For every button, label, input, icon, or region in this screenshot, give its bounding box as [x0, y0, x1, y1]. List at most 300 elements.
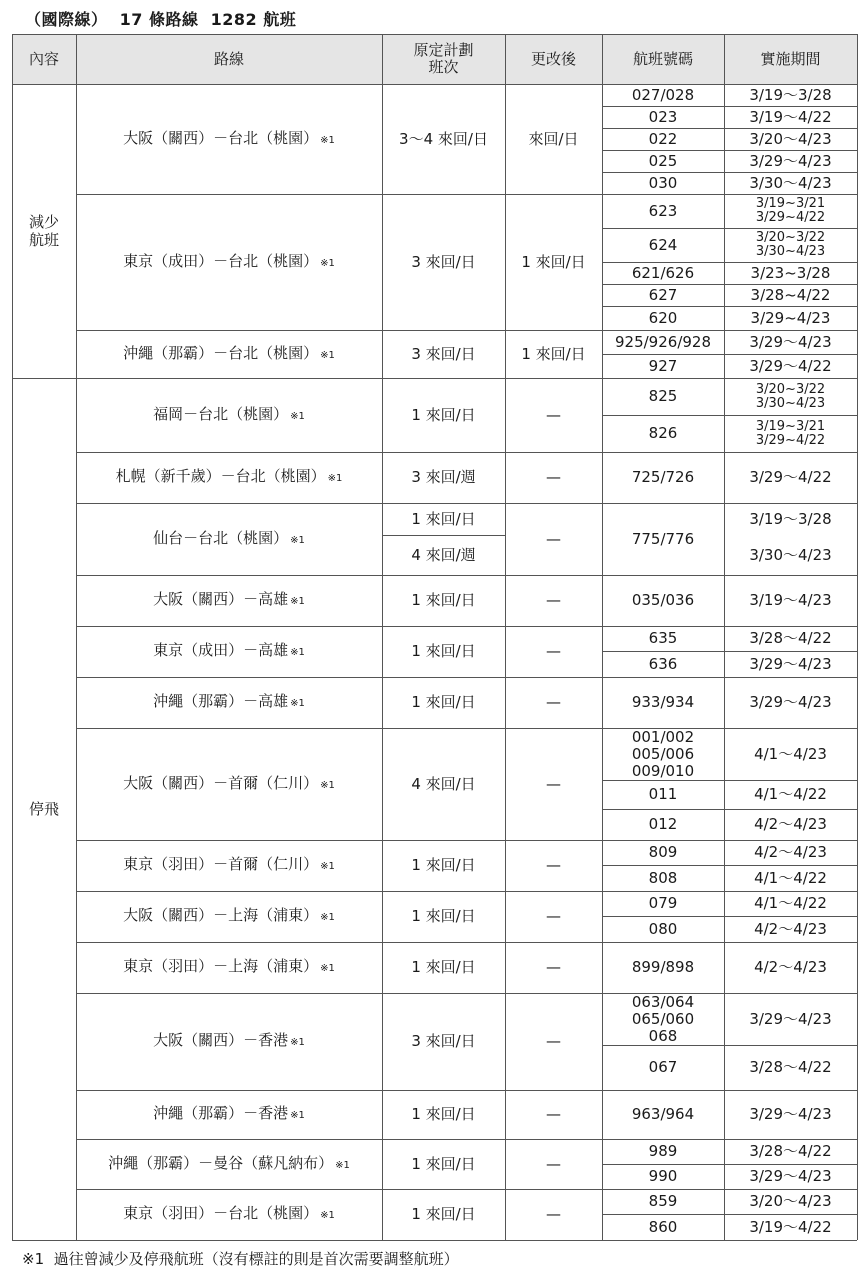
period-value: 3/29~4/22 [755, 432, 826, 448]
table-rule [724, 891, 857, 892]
frequency-cell [382, 452, 505, 503]
table-rule [602, 354, 724, 355]
flight-number-cell [602, 128, 724, 150]
table-rule [602, 106, 724, 107]
period-cell [724, 84, 857, 106]
period-cell [724, 677, 857, 728]
flight-number: 899/898 [631, 958, 695, 976]
changed-value: 1 來回/日 [521, 252, 586, 271]
route-cell [76, 503, 382, 575]
flight-number: 859 [648, 1192, 678, 1210]
period-cell [724, 306, 857, 330]
table-rule [76, 1139, 602, 1140]
route-cell [76, 840, 382, 891]
changed-cell [505, 942, 602, 993]
table-rule [602, 1214, 724, 1215]
table-rule [12, 1240, 857, 1241]
changed-cell [505, 575, 602, 626]
table-rule [724, 1214, 857, 1215]
period-value: 3/29～4/22 [749, 356, 832, 375]
table-rule [505, 34, 506, 1240]
table-rule [724, 1189, 857, 1190]
route-label: 大阪（關西）－台北（桃園） [123, 128, 319, 147]
route-label: 沖繩（那霸）－台北（桃園） [123, 343, 319, 362]
period-cell [724, 942, 857, 993]
period-value: 3/29～4/23 [749, 693, 832, 711]
route-label: 大阪（關西）－上海（浦東） [123, 906, 319, 924]
flight-number: 079 [648, 894, 678, 912]
table-rule [724, 728, 857, 729]
footnote: ※1 過往曾減少及停飛航班（沒有標註的則是首次需要調整航班） [22, 1250, 459, 1268]
flight-number-cell [602, 865, 724, 891]
note-mark: ※1 [290, 647, 305, 658]
flight-number: 027/028 [631, 85, 695, 104]
period-value: 4/2～4/23 [754, 958, 827, 976]
changed-value: — [546, 529, 561, 548]
flight-number: 009/010 [631, 761, 695, 780]
route-cell [76, 626, 382, 677]
route-cell [76, 728, 382, 840]
route-cell [76, 452, 382, 503]
flight-number: 025 [648, 151, 678, 170]
period-cell [724, 228, 857, 262]
table-rule [76, 728, 602, 729]
route-name [153, 1105, 305, 1124]
table-rule [602, 1139, 724, 1140]
table-rule [12, 378, 76, 379]
frequency-cell [382, 1090, 505, 1139]
period-cell [724, 194, 857, 228]
flight-number: 624 [648, 235, 678, 254]
route-label: 大阪（關西）－香港 [153, 1031, 289, 1049]
header-changed [505, 34, 602, 84]
table-rule [602, 651, 724, 652]
flight-number: 989 [648, 1142, 678, 1160]
flight-number-cell [602, 916, 724, 942]
route-name [116, 468, 343, 487]
table-rule [602, 993, 724, 994]
table-rule [724, 378, 857, 379]
table-rule [857, 34, 858, 1240]
table-rule [602, 1164, 724, 1165]
frequency-value: 3 來回/日 [411, 344, 476, 363]
route-label: 札幌（新千歲）－台北（桃園） [115, 467, 326, 485]
frequency-value: 1 來回/日 [411, 1205, 476, 1223]
flight-number: 063/064 [631, 993, 695, 1011]
note-mark: ※1 [320, 1210, 335, 1221]
changed-cell [505, 1090, 602, 1139]
flight-number-cell [602, 194, 724, 228]
frequency-value: 1 來回/日 [411, 958, 476, 976]
route-cell [76, 942, 382, 993]
flight-number-cell [602, 415, 724, 452]
flight-number-cell [602, 262, 724, 284]
period-cell [724, 575, 857, 626]
header-content [12, 34, 76, 84]
flight-number-cell [602, 378, 724, 415]
flight-number: 068 [648, 1026, 678, 1045]
period-cell [724, 150, 857, 172]
flight-number: 023 [648, 107, 678, 126]
table-rule [76, 452, 602, 453]
header-label: 更改後 [530, 49, 576, 68]
frequency-cell [382, 378, 505, 452]
period-value: 3/19~3/21 [755, 418, 826, 434]
frequency-cell [382, 503, 505, 535]
route-name [123, 345, 335, 364]
changed-cell [505, 728, 602, 840]
table-rule [602, 306, 724, 307]
flight-number: 067 [648, 1058, 678, 1076]
flight-number: 927 [648, 356, 678, 375]
table-rule [724, 34, 725, 1240]
period-value: 3/20~3/22 [755, 230, 826, 245]
table-rule [724, 415, 857, 416]
table-rule [724, 809, 857, 810]
table-rule [602, 728, 724, 729]
header-original-frequency [382, 34, 505, 84]
note-mark: ※1 [290, 1110, 305, 1121]
table-rule [602, 1090, 724, 1091]
flight-number-cell [602, 1090, 724, 1139]
frequency-cell [382, 1139, 505, 1189]
frequency-value: 1 來回/日 [411, 509, 476, 528]
period-cell [724, 728, 857, 780]
flight-number: 826 [648, 424, 678, 442]
note-mark: ※1 [327, 473, 343, 484]
table-rule [602, 809, 724, 810]
table-rule [724, 575, 857, 576]
note-mark: ※1 [290, 596, 305, 607]
table-rule [602, 452, 724, 453]
table-rule [76, 626, 602, 627]
frequency-cell [382, 330, 505, 378]
flight-number-cell [602, 1045, 724, 1090]
changed-cell [505, 378, 602, 452]
table-rule [602, 128, 724, 129]
route-name [153, 642, 305, 661]
table-rule [724, 677, 857, 678]
note-mark: ※1 [320, 349, 335, 361]
table-rule [724, 262, 857, 263]
changed-cell [505, 993, 602, 1090]
flight-number-cell [602, 503, 724, 575]
period-value: 3/29～4/23 [749, 332, 832, 351]
flight-number-cell [602, 575, 724, 626]
changed-cell [505, 330, 602, 378]
flight-number: 035/036 [631, 591, 695, 609]
flight-number-cell [602, 809, 724, 840]
table-rule [724, 284, 857, 285]
period-cell [724, 1139, 857, 1164]
table-rule [724, 840, 857, 841]
frequency-value: 1 來回/日 [411, 1154, 476, 1173]
flight-number: 775/776 [631, 529, 695, 548]
changed-value: 1 來回/日 [521, 344, 586, 363]
table-rule [602, 34, 603, 1240]
route-cell [76, 677, 382, 728]
period-value: 3/19～4/23 [749, 591, 832, 609]
period-cell [724, 378, 857, 415]
route-label: 東京（羽田）－上海（浦東） [123, 957, 319, 975]
route-label: 沖繩（那霸）－高雄 [153, 692, 289, 710]
flight-number: 963/964 [631, 1105, 695, 1123]
flight-number: 012 [648, 815, 678, 833]
route-name [153, 1032, 305, 1051]
period-cell [724, 535, 857, 575]
route-name [153, 693, 305, 712]
flight-number-cell [602, 330, 724, 354]
period-cell [724, 452, 857, 503]
note-mark: ※1 [320, 963, 335, 974]
period-value: 4/1～4/22 [754, 785, 827, 803]
route-cell [76, 891, 382, 942]
frequency-cell [382, 677, 505, 728]
flight-number-cell [602, 677, 724, 728]
route-label: 大阪（關西）－高雄 [153, 590, 289, 608]
period-value: 3/28～4/22 [749, 1142, 832, 1160]
table-rule [76, 503, 602, 504]
period-cell [724, 809, 857, 840]
table-rule [602, 942, 724, 943]
header-route [76, 34, 382, 84]
route-label: 沖繩（那霸）－香港 [153, 1104, 289, 1122]
table-rule [602, 1045, 724, 1046]
note-mark: ※1 [290, 1037, 305, 1048]
period-value: 3/29～4/23 [749, 1105, 832, 1123]
period-value: 3/29～4/23 [749, 654, 832, 673]
period-value: 3/19～3/28 [749, 85, 832, 104]
flight-number: 925/926/928 [615, 332, 711, 351]
table-rule [724, 1090, 857, 1091]
route-label: 大阪（關西）－首爾（仁川） [123, 773, 319, 792]
changed-value: — [546, 958, 561, 976]
period-cell [724, 916, 857, 942]
changed-cell [505, 1139, 602, 1189]
frequency-value: 4 來回/週 [411, 545, 476, 564]
flight-number-cell [602, 354, 724, 378]
flight-number-cell [602, 172, 724, 194]
route-cell [76, 575, 382, 626]
header-label: 內容 [28, 49, 59, 68]
frequency-cell [382, 840, 505, 891]
table-rule [602, 330, 724, 331]
table-rule [724, 651, 857, 652]
changed-cell [505, 452, 602, 503]
period-value: 3/23~3/28 [750, 263, 831, 282]
flight-number: 860 [648, 1217, 678, 1236]
table-rule [76, 1090, 602, 1091]
changed-value: — [546, 468, 561, 486]
flight-number-cell [602, 780, 724, 809]
frequency-value: 3 來回/日 [411, 252, 476, 271]
table-rule [76, 891, 602, 892]
changed-cell [505, 1189, 602, 1240]
flight-number: 030 [648, 173, 678, 192]
period-value: 3/30～4/23 [749, 173, 832, 192]
table-rule [602, 891, 724, 892]
flight-number-cell [602, 452, 724, 503]
note-mark: ※1 [290, 698, 305, 709]
frequency-cell [382, 891, 505, 942]
route-cell [76, 378, 382, 452]
table-rule [724, 865, 857, 866]
table-rule [602, 194, 724, 195]
category-label: 減少航班 [28, 213, 59, 249]
changed-value: — [546, 693, 561, 711]
changed-value: — [546, 856, 561, 874]
period-cell [724, 503, 857, 535]
changed-value: — [546, 642, 561, 660]
route-name [123, 958, 335, 977]
table-rule [724, 1139, 857, 1140]
period-value: 3/19～4/22 [749, 1217, 832, 1236]
frequency-value: 1 來回/日 [411, 856, 476, 874]
table-rule [76, 1189, 602, 1190]
table-rule [382, 535, 505, 536]
table-rule [382, 34, 383, 1240]
table-rule [76, 575, 602, 576]
frequency-value: 1 來回/日 [411, 405, 476, 424]
frequency-value: 1 來回/日 [411, 642, 476, 660]
table-rule [602, 378, 724, 379]
flight-number: 621/626 [631, 263, 695, 282]
period-cell [724, 284, 857, 306]
table-rule [724, 916, 857, 917]
flight-number: 636 [648, 654, 678, 673]
table-rule [724, 452, 857, 453]
note-mark: ※1 [320, 134, 335, 146]
flight-number: 022 [648, 129, 678, 148]
note-mark: ※1 [290, 534, 305, 546]
period-value: 3/29～4/23 [749, 151, 832, 170]
flight-number: 005/006 [631, 744, 695, 763]
table-rule [724, 1164, 857, 1165]
period-value: 3/28~4/22 [750, 285, 831, 304]
changed-cell [505, 840, 602, 891]
table-rule [724, 354, 857, 355]
period-value: 4/1～4/22 [754, 894, 827, 912]
table-rule [602, 150, 724, 151]
route-cell [76, 84, 382, 194]
table-rule [12, 84, 857, 85]
header-label: 原定計劃班次 [413, 41, 474, 76]
frequency-cell [382, 626, 505, 677]
table-rule [724, 942, 857, 943]
route-name [153, 406, 305, 425]
period-value: 3/20~3/22 [755, 381, 826, 397]
table-rule [602, 1189, 724, 1190]
table-rule [602, 172, 724, 173]
period-value: 3/29～4/23 [749, 1167, 832, 1185]
period-value: 3/19~3/21 [755, 196, 826, 211]
period-cell [724, 1090, 857, 1139]
period-value: 3/30~4/23 [755, 244, 826, 259]
period-value: 4/1～4/23 [754, 744, 827, 763]
period-value: 3/29～4/22 [749, 468, 832, 486]
route-cell [76, 1090, 382, 1139]
frequency-value: 3 來回/週 [411, 468, 476, 486]
changed-value: 來回/日 [528, 129, 579, 148]
flight-number: 635 [648, 629, 678, 647]
table-rule [76, 194, 602, 195]
table-rule [602, 865, 724, 866]
period-cell [724, 626, 857, 651]
note-mark: ※1 [320, 912, 335, 923]
frequency-cell [382, 942, 505, 993]
table-rule [76, 840, 602, 841]
route-label: 沖繩（那霸）－曼谷（蘇凡納布） [108, 1153, 334, 1172]
flight-number-cell [602, 942, 724, 993]
table-rule [602, 262, 724, 263]
table-rule [724, 1045, 857, 1046]
frequency-value: 3 來回/日 [411, 1032, 476, 1050]
table-rule [724, 150, 857, 151]
period-value: 3/30~4/23 [755, 395, 826, 411]
route-name [153, 591, 305, 610]
flight-number-cell [602, 306, 724, 330]
note-mark: ※1 [290, 410, 305, 422]
table-rule [602, 626, 724, 627]
period-cell [724, 106, 857, 128]
header-label: 路線 [213, 49, 244, 68]
table-rule [724, 626, 857, 627]
period-value: 4/2～4/23 [754, 919, 827, 938]
frequency-value: 4 來回/日 [411, 774, 476, 793]
period-cell [724, 172, 857, 194]
route-cell [76, 1139, 382, 1189]
table-rule [602, 575, 724, 576]
period-cell [724, 780, 857, 809]
flight-number-cell [602, 1189, 724, 1214]
frequency-cell [382, 575, 505, 626]
flight-number-cell [602, 284, 724, 306]
flight-number-cell [602, 993, 724, 1045]
route-name [123, 1205, 335, 1224]
flight-number-cell [602, 891, 724, 916]
period-cell [724, 330, 857, 354]
route-name [123, 856, 335, 875]
flight-number-cell [602, 1164, 724, 1189]
table-rule [602, 284, 724, 285]
frequency-cell [382, 1189, 505, 1240]
table-rule [76, 677, 602, 678]
route-name [108, 1155, 350, 1174]
flight-number-cell [602, 651, 724, 677]
table-rule [602, 415, 724, 416]
route-name [123, 907, 335, 926]
changed-value: — [546, 774, 561, 793]
table-rule [724, 503, 857, 504]
flight-number-cell [602, 228, 724, 262]
frequency-cell [382, 84, 505, 194]
category-cell [12, 378, 76, 1240]
route-label: 東京（成田）－高雄 [153, 641, 289, 659]
period-value: 3/29～4/23 [749, 1009, 832, 1028]
period-cell [724, 1189, 857, 1214]
flight-number-cell [602, 84, 724, 106]
changed-value: — [546, 1105, 561, 1123]
changed-value: — [546, 1205, 561, 1223]
changed-cell [505, 891, 602, 942]
changed-value: — [546, 405, 561, 424]
route-name [123, 130, 335, 149]
route-label: 福岡－台北（桃園） [153, 404, 289, 423]
table-rule [602, 916, 724, 917]
route-cell [76, 330, 382, 378]
route-cell [76, 993, 382, 1090]
route-name [123, 253, 335, 272]
